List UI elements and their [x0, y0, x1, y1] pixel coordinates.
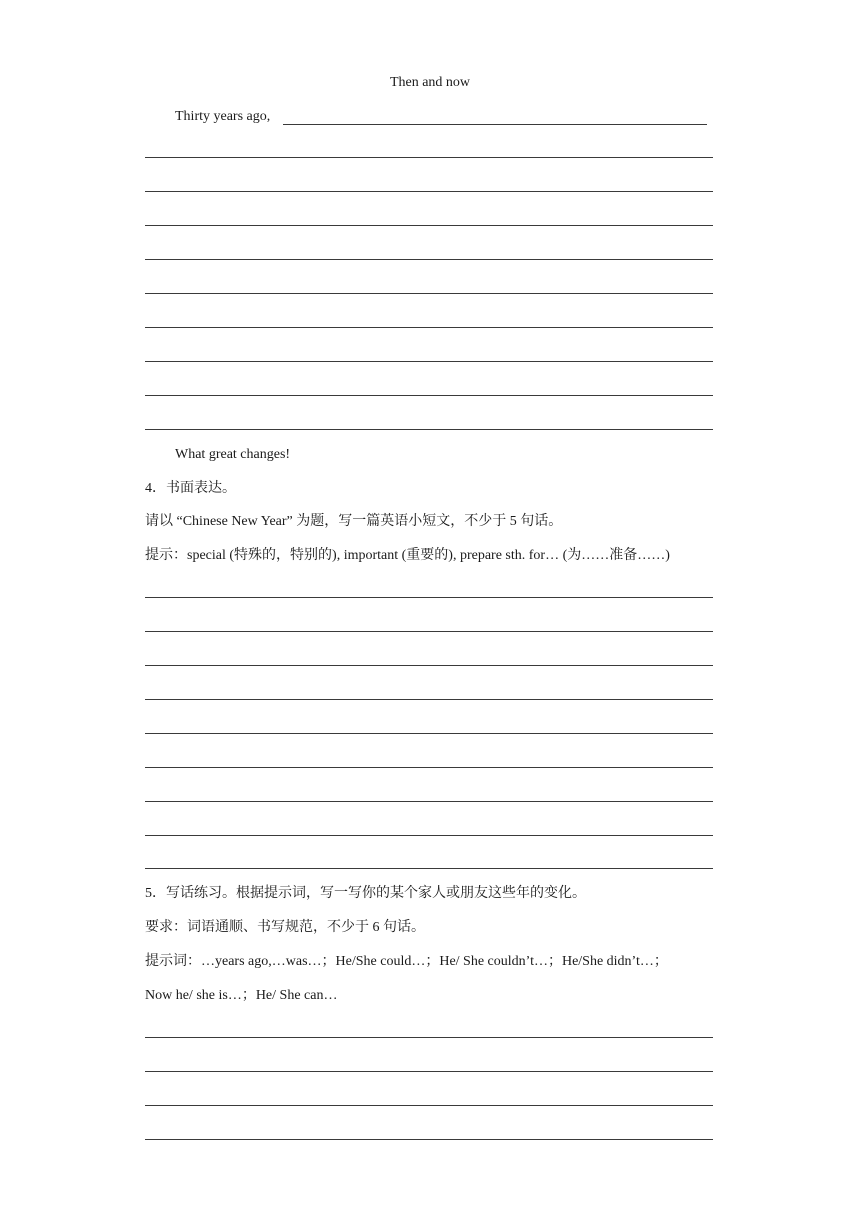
writing-line[interactable]: [145, 733, 713, 734]
writing-line[interactable]: [145, 1105, 713, 1106]
writing-line[interactable]: [145, 665, 713, 666]
essay-title: Then and now: [389, 75, 471, 90]
writing-line[interactable]: [145, 1037, 713, 1038]
question-5-hint-line-1: 提示词：…years ago,…was…；He/She could…；He/ She couldn’t…；He/She didn’t…；: [145, 954, 668, 969]
writing-line[interactable]: [145, 597, 713, 598]
question-5-hint-line-2: Now he/ she is…；He/ She can…: [145, 988, 338, 1003]
writing-line[interactable]: [145, 259, 713, 260]
writing-line[interactable]: [145, 293, 713, 294]
question-4-instruction: 请以 “Chinese New Year” 为题，写一篇英语小短文，不少于 5 句话。: [145, 514, 563, 529]
writing-line[interactable]: [145, 361, 713, 362]
writing-line[interactable]: [145, 868, 713, 869]
writing-line[interactable]: [145, 327, 713, 328]
writing-line[interactable]: [145, 429, 713, 430]
writing-line[interactable]: [145, 1071, 713, 1072]
opening-phrase: Thirty years ago,: [175, 109, 271, 124]
writing-line[interactable]: [145, 157, 713, 158]
closing-phrase: What great changes!: [175, 447, 291, 462]
question-5-heading: 5．写话练习。根据提示词，写一写你的某个家人或朋友这些年的变化。: [145, 886, 586, 901]
question-4-heading: 4．书面表达。: [145, 481, 236, 496]
writing-line[interactable]: [145, 225, 713, 226]
writing-line[interactable]: [145, 767, 713, 768]
question-4-hint: 提示：special (特殊的，特别的), important (重要的), prepare sth. for… (为……准备……): [145, 548, 670, 563]
question-5-requirement: 要求：词语通顺、书写规范，不少于 6 句话。: [145, 920, 425, 935]
writing-line[interactable]: [145, 699, 713, 700]
writing-line[interactable]: [145, 835, 713, 836]
writing-line[interactable]: [283, 124, 707, 125]
writing-line[interactable]: [145, 631, 713, 632]
writing-line[interactable]: [145, 801, 713, 802]
writing-line[interactable]: [145, 191, 713, 192]
writing-line[interactable]: [145, 395, 713, 396]
writing-line[interactable]: [145, 1139, 713, 1140]
